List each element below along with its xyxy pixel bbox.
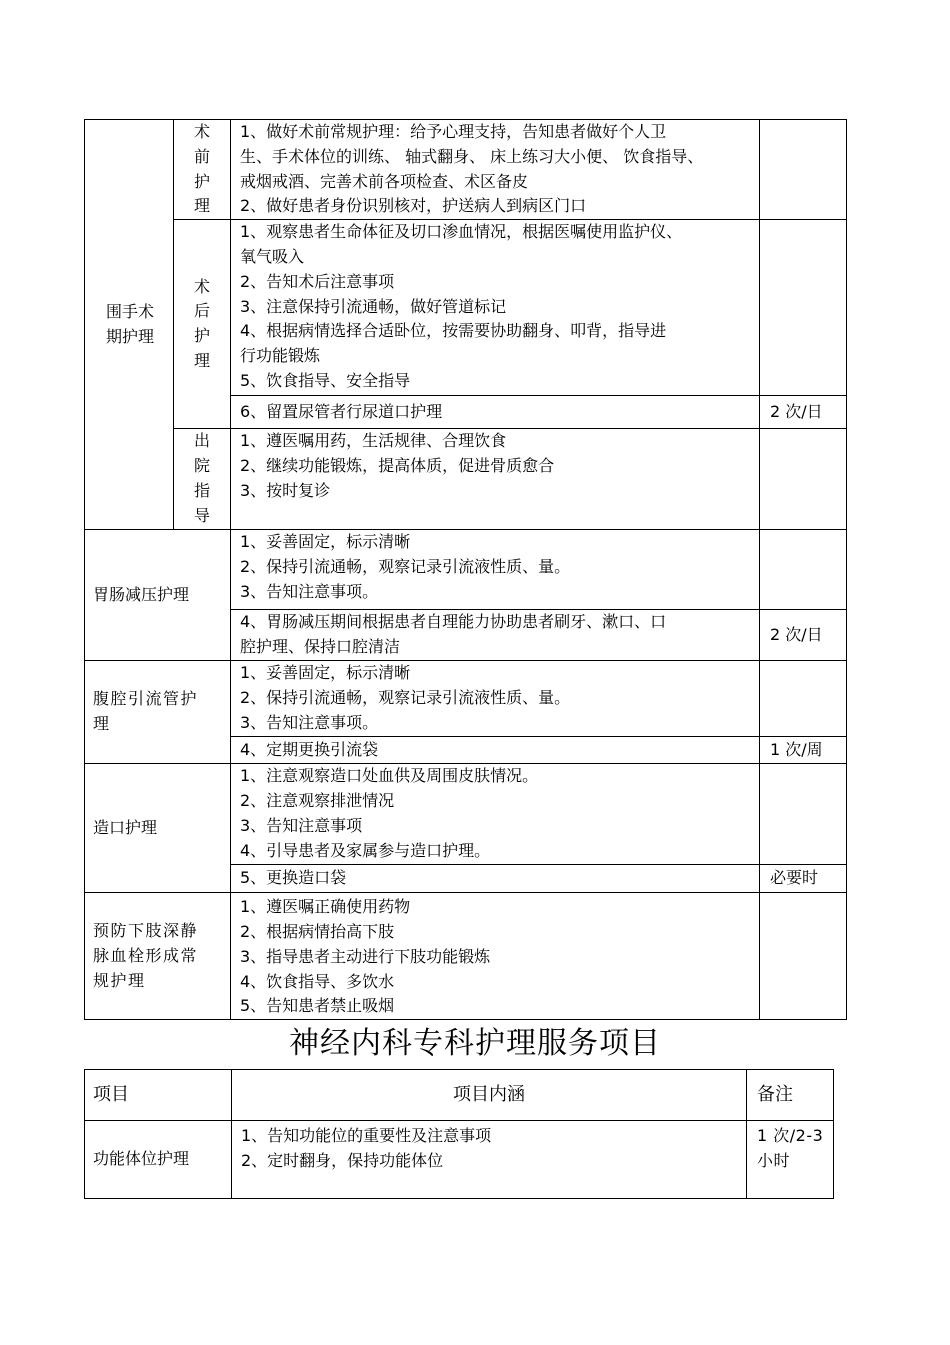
preop-note	[760, 120, 847, 220]
abdominal-drainage-note	[760, 661, 847, 737]
stoma-bag-note: 必要时	[760, 865, 847, 893]
postop-note	[760, 220, 847, 396]
header-content: 项目内涵	[232, 1070, 747, 1121]
preop-content: 1、做好术前常规护理：给予心理支持，告知患者做好个人卫 生、手术体位的训练、 轴式翻身、 床上练习大小便、 饮食指导、 戒烟戒酒、完善术前各项检查、术区备皮 2、做好患者身份识别核对，护送病人到病区门口	[231, 120, 760, 220]
neurology-table	[84, 1069, 834, 1199]
header-item: 项目	[85, 1070, 232, 1121]
dvt-note	[760, 893, 847, 1020]
table-row-note: 1 次/2-3 小时	[747, 1121, 834, 1199]
stoma-note	[760, 764, 847, 865]
header-note: 备注	[747, 1070, 834, 1121]
postop-catheter-note: 2 次/日	[760, 396, 847, 429]
discharge-content: 1、遵医嘱用药，生活规律、合理饮食 2、继续功能锻炼，提高体质，促进骨质愈合 3、按时复诊	[231, 429, 760, 530]
stoma-content: 1、注意观察造口处血供及周围皮肤情况。 2、注意观察排泄情况 3、告知注意事项 4、引导患者及家属参与造口护理。	[231, 764, 760, 865]
gastric-oral-care-content: 4、胃肠减压期间根据患者自理能力协助患者刷牙、漱口、口 腔护理、保持口腔清洁	[231, 610, 760, 661]
gastric-oral-care-note: 2 次/日	[760, 610, 847, 661]
postop-catheter-content: 6、留置尿管者行尿道口护理	[231, 396, 760, 429]
abdominal-bag-note: 1 次/周	[760, 737, 847, 764]
section-title: 神经内科专科护理服务项目	[289, 1026, 661, 1061]
abdominal-bag-content: 4、定期更换引流袋	[231, 737, 760, 764]
discharge-vertical-label: 出 院 指 导	[174, 429, 231, 530]
dvt-label: 预防下肢深静 脉血栓形成常 规护理	[85, 893, 231, 1020]
nursing-table-upper	[84, 119, 847, 1020]
table-row-item: 功能体位护理	[85, 1121, 232, 1199]
discharge-note	[760, 429, 847, 530]
abdominal-drainage-content: 1、妥善固定，标示清晰 2、保持引流通畅，观察记录引流液性质、量。 3、告知注意事项。	[231, 661, 760, 737]
postop-content: 1、观察患者生命体征及切口渗血情况，根据医嘱使用监护仪、 氧气吸入 2、告知术后注意事项 3、注意保持引流通畅，做好管道标记 4、根据病情选择合适卧位，按需要协助翻身、叩背，指导进 行功能锻炼 5、饮食指导、安全指导	[231, 220, 760, 396]
abdominal-drainage-label: 腹腔引流管护 理	[85, 661, 231, 764]
gastric-content: 1、妥善固定，标示清晰 2、保持引流通畅，观察记录引流液性质、量。 3、告知注意事项。	[231, 530, 760, 610]
dvt-content: 1、遵医嘱正确使用药物 2、根据病情抬高下肢 3、指导患者主动进行下肢功能锻炼 4、饮食指导、多饮水 5、告知患者禁止吸烟	[231, 893, 760, 1020]
gastric-label: 胃肠减压护理	[85, 530, 231, 661]
perioperative-label: 围手术 期护理	[85, 120, 174, 530]
stoma-bag-content: 5、更换造口袋	[231, 865, 760, 893]
stoma-label: 造口护理	[85, 764, 231, 893]
gastric-note	[760, 530, 847, 610]
preop-vertical-label: 术 前 护 理	[174, 120, 231, 220]
postop-vertical-label: 术 后 护 理	[174, 220, 231, 429]
table-row-content: 1、告知功能位的重要性及注意事项 2、定时翻身，保持功能体位	[232, 1121, 747, 1199]
